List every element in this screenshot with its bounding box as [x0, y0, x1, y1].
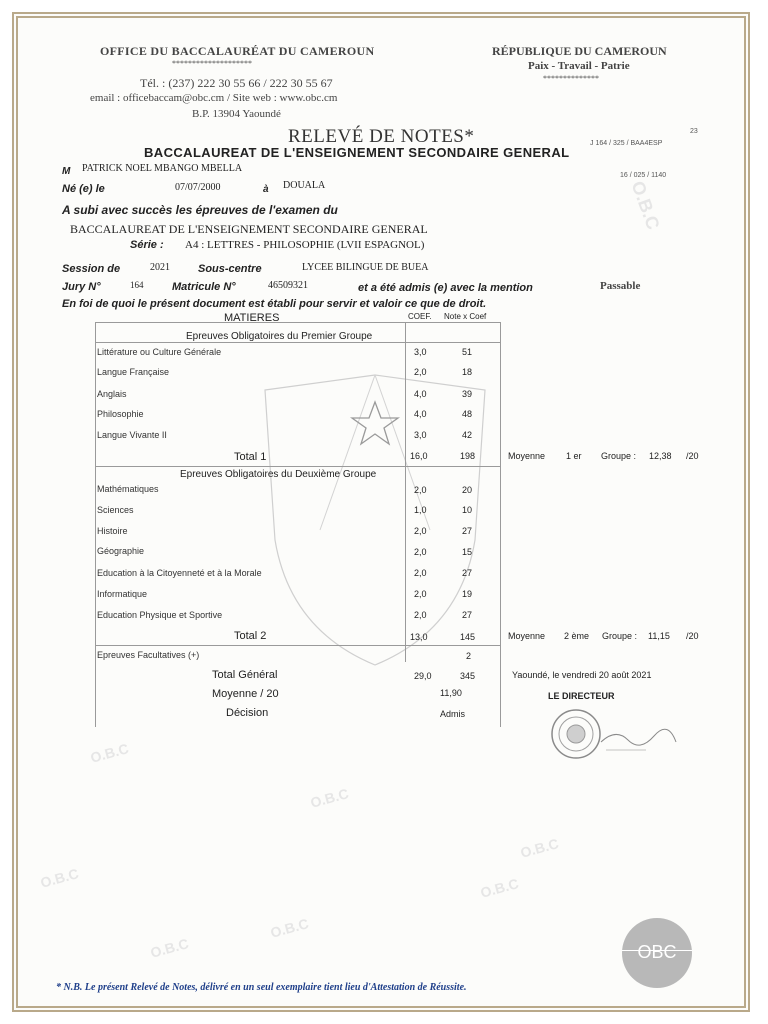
group1-average-value: 12,38 [649, 451, 672, 461]
subject-coef: 3,0 [414, 347, 427, 357]
reference-number: 23 [690, 128, 698, 135]
table-rule [95, 645, 500, 646]
subject-coef: 2,0 [414, 547, 427, 557]
table-rule [95, 466, 500, 467]
group1-average-label: Moyenne [508, 451, 546, 461]
table-rule [95, 322, 96, 727]
table-rule [95, 342, 500, 343]
subject-note: 15 [462, 547, 473, 557]
watermark: O.B.C [627, 178, 664, 233]
director-title: LE DIRECTEUR [548, 691, 615, 701]
group2-average-label: Moyenne [508, 631, 546, 641]
subject-note: 39 [462, 389, 473, 399]
watermark: O.B.C [518, 835, 561, 861]
session-label: Session de [62, 263, 121, 275]
subject-coef: 1,0 [414, 505, 427, 515]
centre-label: Sous-centre [198, 263, 262, 275]
subject-note: 27 [462, 526, 473, 536]
group2-average-max: /20 [686, 631, 699, 641]
subject-name: Education à la Citoyenneté et à la Morale [97, 568, 262, 578]
average-label: Moyenne / 20 [212, 688, 279, 700]
total2-note: 145 [460, 632, 476, 642]
decision-label: Décision [226, 707, 269, 719]
subject-coef: 3,0 [414, 430, 427, 440]
birth-date-label: Né (e) le [62, 183, 105, 195]
table-rule [95, 322, 500, 323]
column-header-coef: COEF. [408, 312, 432, 321]
document-title: RELEVÉ DE NOTES* [288, 126, 475, 147]
subject-name: Anglais [97, 389, 127, 399]
certification-line: En foi de quoi le présent document est établi pour servir et valoir ce que de droit. [62, 298, 487, 310]
motto: Paix - Travail - Patrie [528, 60, 630, 72]
subject-name: Sciences [97, 505, 134, 515]
watermark: O.B.C [148, 935, 191, 961]
subject-note: 19 [462, 589, 473, 599]
subject-name: Littérature ou Culture Générale [97, 347, 222, 357]
optional-exams-label: Epreuves Facultatives (+) [97, 650, 200, 660]
issue-date: Yaoundé, le vendredi 20 août 2021 [512, 670, 652, 680]
birth-date: 07/07/2000 [175, 182, 221, 193]
group1-average-max: /20 [686, 451, 699, 461]
serie: A4 : LETTRES - PHILOSOPHIE (LVII ESPAGNOL) [185, 239, 425, 251]
subject-name: Philosophie [97, 409, 144, 419]
subject-name: Mathématiques [97, 484, 159, 494]
group2-average-groupe-label: Groupe : [602, 631, 638, 641]
office-name: OFFICE DU BACCALAURÉAT DU CAMEROUN [100, 44, 375, 58]
subject-coef: 4,0 [414, 389, 427, 399]
mention-label: et a été admis (e) avec la mention [358, 282, 533, 294]
serie-label: Série : [130, 239, 164, 251]
subject-coef: 2,0 [414, 485, 427, 495]
republic-name: RÉPUBLIQUE DU CAMEROUN [492, 44, 667, 58]
subject-note: 51 [462, 347, 473, 357]
subject-name: Informatique [97, 589, 148, 599]
total-general-label: Total Général [212, 669, 278, 681]
stars-left: ******************** [172, 59, 252, 68]
decision-value: Admis [440, 709, 466, 719]
watermark: O.B.C [478, 875, 521, 901]
subject-coef: 2,0 [414, 610, 427, 620]
jury-number: 164 [130, 280, 144, 290]
total2-label: Total 2 [234, 630, 267, 642]
column-header-note: Note x Coef [444, 312, 487, 321]
group1-average-group: 1 er [566, 451, 582, 461]
subject-coef: 4,0 [414, 409, 427, 419]
group1-title: Epreuves Obligatoires du Premier Groupe [186, 331, 373, 342]
postal-box: B.P. 13904 Yaoundé [192, 108, 281, 120]
optional-exams-note: 2 [466, 651, 472, 661]
jury-label: Jury N° [62, 281, 101, 293]
subject-note: 27 [462, 568, 473, 578]
total1-coef: 16,0 [410, 451, 428, 461]
subject-name: Histoire [97, 526, 128, 536]
total2-coef: 13,0 [410, 632, 428, 642]
watermark: O.B.C [88, 740, 131, 766]
subject-name: Géographie [97, 546, 145, 556]
group2-average-group: 2 ème [564, 631, 590, 641]
telephone: Tél. : (237) 222 30 55 66 / 222 30 55 67 [140, 76, 333, 90]
subject-note: 10 [462, 505, 473, 515]
average-value: 11,90 [440, 688, 462, 698]
stars-right: ************** [543, 74, 599, 83]
civility-label: M [62, 166, 71, 177]
group2-average-value: 11,15 [648, 631, 670, 641]
subject-coef: 2,0 [414, 568, 427, 578]
subject-name: Langue Vivante II [97, 430, 167, 440]
table-rule [500, 322, 501, 727]
candidate-name: PATRICK NOEL MBANGO MBELLA [82, 163, 243, 174]
total-general-note: 345 [460, 671, 476, 681]
table-rule [405, 322, 406, 662]
exam-name: BACCALAUREAT DE L'ENSEIGNEMENT SECONDAIRE GENERAL [70, 222, 428, 236]
footer-note: * N.B. Le présent Relevé de Notes, délivré en un seul exemplaire tient lieu d'Attestation de Réussite. [56, 982, 467, 993]
total1-label: Total 1 [234, 451, 267, 463]
mention: Passable [600, 280, 641, 292]
matricule-number: 46509321 [268, 280, 308, 291]
passed-exam-line: A subi avec succès les épreuves de l'examen du [62, 203, 338, 217]
watermark: O.B.C [268, 915, 311, 941]
subject-note: 20 [462, 485, 473, 495]
official-stamp-icon [546, 706, 686, 764]
birth-place-label: à [263, 184, 269, 195]
reference-code: J 164 / 325 / BAA4ESP [590, 140, 663, 147]
total1-note: 198 [460, 451, 476, 461]
subject-note: 27 [462, 610, 473, 620]
watermark: O.B.C [38, 865, 81, 891]
document-subtitle: BACCALAUREAT DE L'ENSEIGNEMENT SECONDAIRE GENERAL [144, 145, 570, 160]
subject-note: 42 [462, 430, 473, 440]
group2-title: Epreuves Obligatoires du Deuxième Groupe [180, 469, 377, 480]
birth-place: DOUALA [283, 180, 326, 191]
subject-name: Education Physique et Sportive [97, 610, 223, 620]
obc-logo-icon [622, 918, 692, 988]
matricule-label: Matricule N° [172, 281, 236, 293]
subject-coef: 2,0 [414, 526, 427, 536]
subject-coef: 2,0 [414, 367, 427, 377]
coat-of-arms-watermark [260, 370, 490, 670]
obc-logo-text: OBC [637, 942, 677, 962]
group1-average-groupe-label: Groupe : [601, 451, 637, 461]
exam-centre: LYCEE BILINGUE DE BUEA [302, 262, 429, 273]
column-header-matieres: MATIERES [224, 312, 280, 324]
subject-name: Langue Française [97, 367, 170, 377]
subject-coef: 2,0 [414, 589, 427, 599]
subject-note: 48 [462, 409, 473, 419]
watermark: O.B.C [308, 785, 351, 811]
total-general-coef: 29,0 [414, 671, 432, 681]
email-website: email : officebaccam@obc.cm / Site web : www.obc.cm [90, 92, 338, 104]
reference-code-2: 16 / 025 / 1140 [620, 172, 667, 179]
session: 2021 [150, 262, 170, 273]
subject-note: 18 [462, 367, 473, 377]
